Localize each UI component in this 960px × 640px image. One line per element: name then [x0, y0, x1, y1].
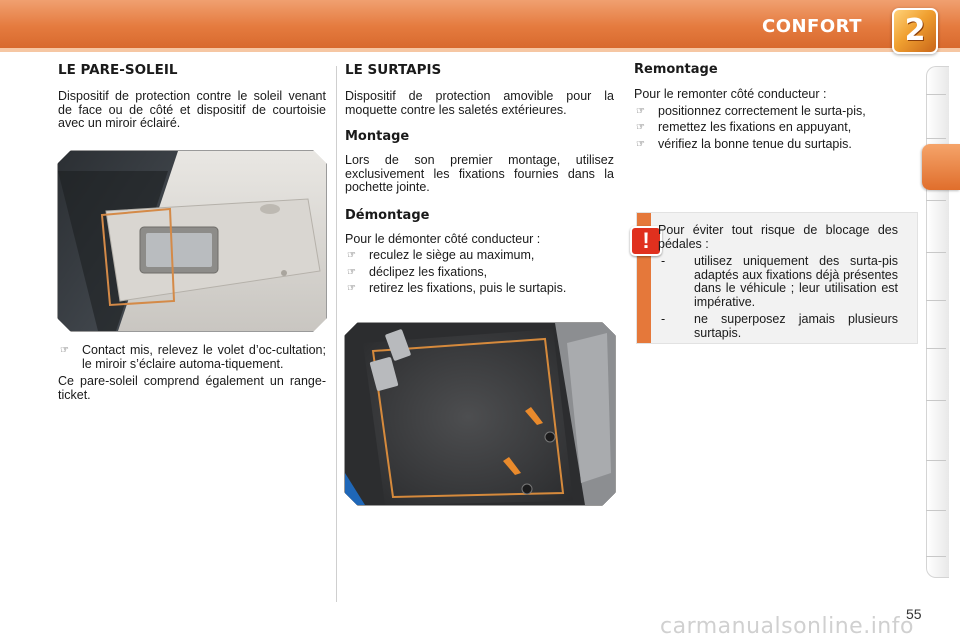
sun-visor-heading: LE PARE-SOLEIL — [58, 62, 178, 78]
fitting-text: Lors de son premier montage, utilisez exclusivement les fixations fournies dans la pochette jointe. — [345, 153, 614, 194]
rail-divider — [926, 510, 946, 511]
warning-item: utilisez uniquement des surta-pis adaptés aux fixations déjà présentes dans le véhicule ; leur utilisation est impérative. — [694, 254, 898, 309]
refitting-step: positionnez correctement le surta-pis, — [658, 103, 866, 118]
rail-divider — [926, 94, 946, 95]
list-item — [345, 266, 614, 280]
list-item — [345, 249, 614, 263]
warning-content — [658, 224, 898, 340]
sun-visor-photo — [57, 150, 327, 332]
chapter-tabs-rail — [926, 66, 949, 578]
removal-step: reculez le siège au maximum, — [369, 248, 535, 262]
section-title: CONFORT — [761, 16, 862, 37]
refitting-section — [634, 62, 900, 151]
refitting-heading: Remontage — [634, 62, 718, 77]
refitting-intro: Pour le remonter côté conducteur : — [634, 87, 827, 101]
pointing-hand-icon: ☞ — [347, 250, 356, 261]
sun-visor-bullet: Contact mis, relevez le volet d’oc-cultation; le miroir s’éclaire automa-tiquement. — [82, 343, 326, 371]
column-divider — [336, 66, 337, 602]
mat-intro: Dispositif de protection amovible pour la moquette contre les saletés extérieures. — [345, 89, 614, 117]
list-item — [345, 282, 614, 296]
page-number: 55 — [906, 606, 922, 622]
sun-visor-illustration — [58, 151, 326, 331]
list-item — [634, 121, 900, 135]
pointing-hand-icon: ☞ — [636, 122, 645, 133]
dash-marker: - — [661, 254, 666, 268]
list-item — [658, 255, 898, 309]
warning-icon: ! — [630, 226, 662, 256]
warning-intro: Pour éviter tout risque de blocage des pédales : — [658, 223, 898, 251]
mat-section — [345, 62, 614, 296]
chapter-badge: 2 — [892, 8, 938, 54]
pointing-hand-icon: ☞ — [636, 105, 645, 117]
dash-marker: - — [661, 312, 666, 326]
sun-visor-instructions — [58, 344, 326, 402]
sun-visor-note: Ce pare-soleil comprend également un range-ticket. — [58, 374, 326, 402]
rail-divider — [926, 348, 946, 349]
rail-divider — [926, 252, 946, 253]
mat-heading: LE SURTAPIS — [345, 62, 442, 78]
list-item — [634, 138, 900, 152]
floor-mat-illustration — [345, 323, 615, 505]
rail-divider — [926, 300, 946, 301]
sun-visor-section — [58, 62, 326, 131]
sun-visor-intro: Dispositif de protection contre le soleil venant de face ou de côté et dispositif de courtoisie avec un miroir éclairé. — [58, 89, 326, 130]
rail-divider — [926, 200, 946, 201]
fitting-heading: Montage — [345, 129, 410, 144]
refitting-step: remettez les fixations en appuyant, — [658, 120, 852, 134]
chapter-tab-active[interactable] — [922, 144, 960, 190]
list-item — [634, 105, 900, 119]
rail-divider — [926, 400, 946, 401]
removal-heading: Démontage — [345, 207, 430, 223]
floor-mat-photo — [344, 322, 616, 506]
pointing-hand-icon: ☞ — [347, 283, 356, 294]
list-item — [58, 344, 326, 371]
pointing-hand-icon: ☞ — [636, 138, 645, 150]
rail-divider — [926, 460, 946, 461]
pointing-hand-icon: ☞ — [60, 345, 69, 356]
header-stripe — [0, 48, 960, 52]
pointing-hand-icon: ☞ — [347, 266, 356, 278]
removal-step: retirez les fixations, puis le surtapis. — [369, 281, 567, 295]
removal-intro: Pour le démonter côté conducteur : — [345, 231, 541, 246]
refitting-step: vérifiez la bonne tenue du surtapis. — [658, 136, 852, 151]
rail-divider — [926, 556, 946, 557]
removal-step: déclipez les fixations, — [369, 264, 488, 279]
watermark: carmanualsonline.info — [660, 614, 914, 639]
rail-divider — [926, 138, 946, 139]
list-item — [658, 313, 898, 340]
warning-item: ne superposez jamais plusieurs surtapis. — [694, 312, 898, 340]
